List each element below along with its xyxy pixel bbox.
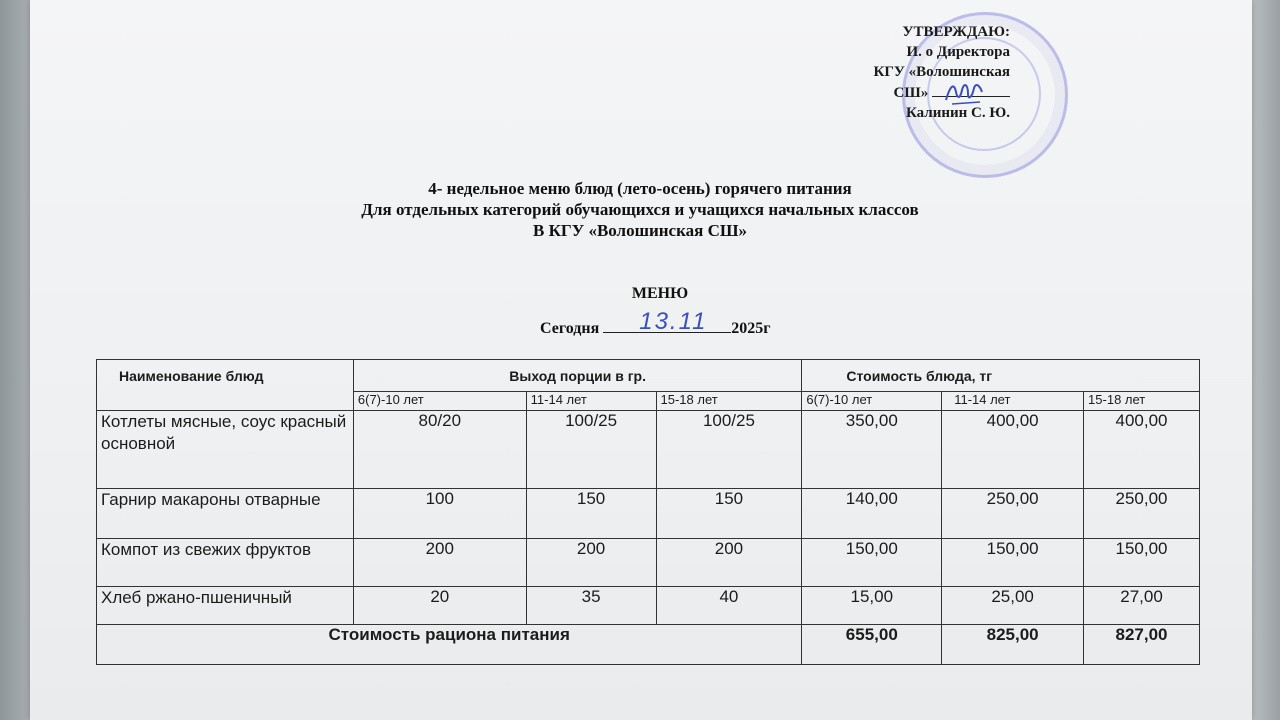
table-cell: 100	[353, 489, 526, 539]
table-row	[97, 539, 1200, 587]
age-group: 6(7)-10 лет	[802, 392, 942, 411]
handwritten-date: 13.11	[639, 308, 708, 335]
date-blank	[603, 308, 731, 335]
table-cell: 350,00	[802, 411, 942, 489]
age-group: 15-18 лет	[1084, 392, 1200, 411]
background-right	[1252, 0, 1280, 720]
table-cell: 200	[656, 539, 802, 587]
dish-name: Компот из свежих фруктов	[97, 539, 354, 587]
date-line	[540, 308, 771, 338]
table-cell: 200	[526, 539, 656, 587]
table-cell: 40	[656, 587, 802, 625]
menu-table	[96, 359, 1200, 665]
header-dish: Наименование блюд	[97, 360, 354, 411]
table-cell: 400,00	[942, 411, 1084, 489]
table-row	[97, 587, 1200, 625]
table-cell: 140,00	[802, 489, 942, 539]
header-cost: Стоимость блюда, тг	[802, 360, 1200, 392]
total-cell: 827,00	[1084, 625, 1200, 665]
date-suffix: 2025г	[731, 320, 771, 337]
signature-icon	[942, 78, 986, 108]
dish-name: Котлеты мясные, соус красный основной	[97, 411, 354, 489]
total-row	[97, 625, 1200, 665]
total-cell: 655,00	[802, 625, 942, 665]
table-cell: 150,00	[1084, 539, 1200, 587]
table-cell: 150	[526, 489, 656, 539]
table-row	[97, 489, 1200, 539]
table-cell: 25,00	[942, 587, 1084, 625]
title-line-2: Для отдельных категорий обучающихся и учащихся начальных классов	[361, 200, 919, 219]
table-cell: 250,00	[942, 489, 1084, 539]
dish-name: Гарнир макароны отварные	[97, 489, 354, 539]
age-group: 6(7)-10 лет	[353, 392, 526, 411]
age-group: 11-14 лет	[942, 392, 1084, 411]
approval-position: И. о Директора	[906, 44, 1010, 60]
table-cell: 400,00	[1084, 411, 1200, 489]
title-line-3: В КГУ «Волошинская СШ»	[532, 221, 748, 240]
dish-name: Хлеб ржано-пшеничный	[97, 587, 354, 625]
table-cell: 80/20	[353, 411, 526, 489]
table-row	[97, 411, 1200, 489]
document-title	[0, 178, 1280, 241]
approval-organization-end: СШ»	[830, 82, 1010, 103]
table-cell: 250,00	[1084, 489, 1200, 539]
approval-title: УТВЕРЖДАЮ:	[902, 24, 1010, 40]
age-group: 11-14 лет	[526, 392, 656, 411]
title-line-1: 4- недельное меню блюд (лето-осень) горячего питания	[428, 179, 852, 198]
table-cell: 35	[526, 587, 656, 625]
table-cell: 150,00	[802, 539, 942, 587]
table-cell: 100/25	[656, 411, 802, 489]
approval-organization: КГУ «Волошинская	[873, 64, 1010, 80]
table-cell: 100/25	[526, 411, 656, 489]
age-group: 15-18 лет	[656, 392, 802, 411]
table-cell: 27,00	[1084, 587, 1200, 625]
menu-heading: МЕНЮ	[631, 285, 689, 302]
total-label: Стоимость рациона питания	[97, 625, 802, 665]
background-left	[0, 0, 30, 720]
table-cell: 20	[353, 587, 526, 625]
date-prefix: Сегодня	[540, 320, 600, 337]
approval-signatory: Калинин С. Ю.	[905, 105, 1010, 121]
table-cell: 150,00	[942, 539, 1084, 587]
table-cell: 150	[656, 489, 802, 539]
total-cell: 825,00	[942, 625, 1084, 665]
header-portion: Выход порции в гр.	[353, 360, 801, 392]
header-row	[97, 360, 1200, 392]
table-cell: 15,00	[802, 587, 942, 625]
table-cell: 200	[353, 539, 526, 587]
